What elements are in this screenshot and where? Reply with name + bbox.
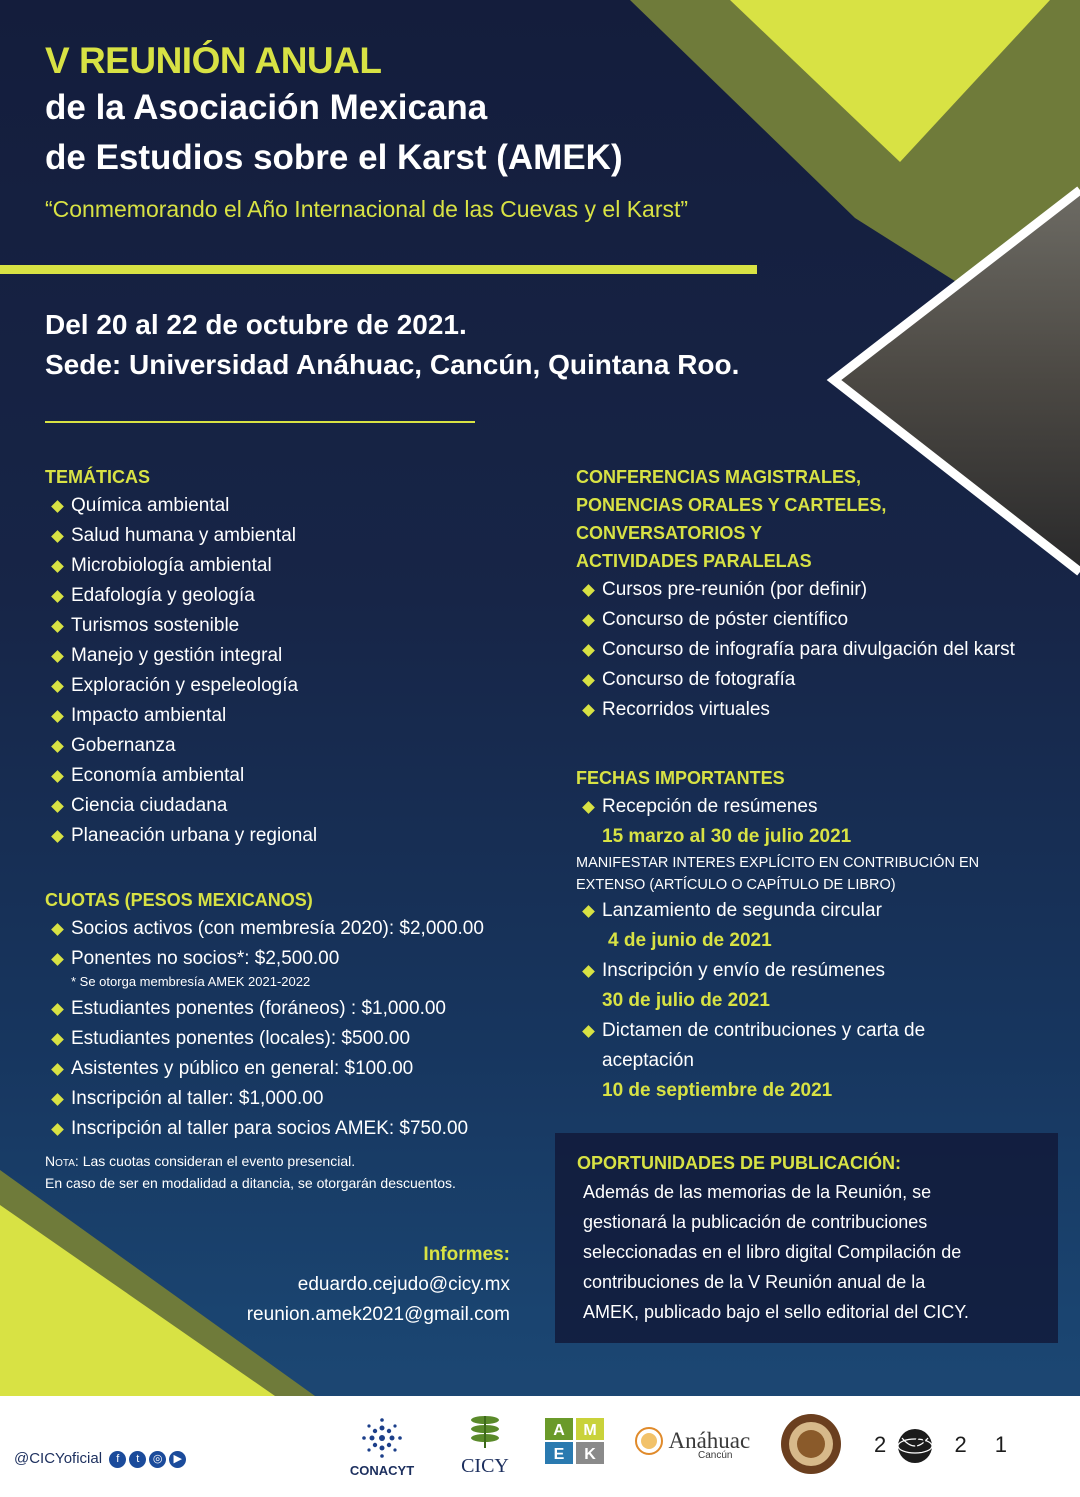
publicacion-box: [555, 1133, 1058, 1343]
diamond-bullet-icon: [51, 590, 64, 603]
informes-heading: Informes:: [423, 1244, 510, 1265]
note-label: Nota:: [45, 1153, 79, 1169]
conferencias-section: [576, 463, 1046, 725]
tematicas-heading: TEMÁTICAS: [45, 467, 150, 487]
youtube-icon[interactable]: ▶: [169, 1451, 186, 1468]
list-item: Concurso de póster científico: [576, 605, 1046, 635]
diamond-bullet-icon: [51, 1033, 64, 1046]
list-item: Economía ambiental: [45, 761, 535, 791]
list-item: Inscripción al taller: $1,000.00: [45, 1084, 535, 1114]
note-line-2: En caso de ser en modalidad a ditancia, se otorgarán descuentos.: [45, 1175, 456, 1191]
diamond-bullet-icon: [51, 830, 64, 843]
cuotas-section: [45, 886, 535, 1194]
diamond-bullet-icon: [582, 584, 595, 597]
amek-letters-icon: [545, 1418, 605, 1468]
informes-section: [247, 1240, 510, 1330]
diamond-bullet-icon: [51, 740, 64, 753]
tematicas-list: [45, 491, 535, 851]
upqroo-logo: [779, 1412, 843, 1481]
title-line-1: V REUNIÓN ANUAL: [45, 40, 382, 81]
diamond-bullet-icon: [51, 1093, 64, 1106]
svg-text:K: K: [584, 1446, 596, 1463]
note-line-1: Las cuotas consideran el evento presencial.: [82, 1153, 356, 1169]
contact-email-2[interactable]: reunion.amek2021@gmail.com: [246, 1304, 510, 1325]
conacyt-emblem-icon: [360, 1418, 404, 1458]
tematicas-section: [45, 463, 535, 851]
list-item: Inscripción al taller para socios AMEK: $750.00: [45, 1114, 535, 1144]
social-bar: [14, 1450, 186, 1468]
contact-email-1[interactable]: eduardo.cejudo@cicy.mx: [297, 1274, 510, 1295]
fechas-list-3: [576, 956, 1046, 986]
iyck-year: [874, 1432, 1035, 1458]
publicacion-heading: OPORTUNIDADES DE PUBLICACIÓN:: [577, 1153, 902, 1173]
diamond-bullet-icon: [582, 905, 595, 918]
iyck-2021-logo: [872, 1420, 1035, 1485]
list-item: Dictamen de contribuciones y carta de aceptación: [576, 1016, 1046, 1076]
publicacion-line-1: Además de las memorias de la Reunión, se: [583, 1182, 932, 1202]
cicy-text: CICY: [461, 1455, 509, 1477]
cicy-logo: [455, 1414, 515, 1478]
publicacion-line-4: contribuciones de la V Reunión anual de la: [583, 1272, 926, 1292]
list-item: Inscripción y envío de resúmenes: [576, 956, 1046, 986]
diamond-bullet-icon: [582, 644, 595, 657]
title-line-2: de la Asociación Mexicana: [45, 88, 488, 127]
anahuac-logo: [634, 1426, 759, 1461]
list-item: Salud humana y ambiental: [45, 521, 535, 551]
diamond-bullet-icon: [51, 770, 64, 783]
fecha-3: 30 de julio de 2021: [602, 990, 770, 1011]
cuotas-list: [45, 914, 535, 974]
publicacion-line-5: AMEK, publicado bajo el sello editorial del CICY.: [583, 1302, 969, 1322]
yellow-rule: [0, 265, 757, 274]
svg-text:A: A: [553, 1422, 565, 1439]
fechas-heading: FECHAS IMPORTANTES: [576, 768, 785, 788]
diamond-bullet-icon: [582, 614, 595, 627]
list-item: Socios activos (con membresía 2020): $2,000.00: [45, 914, 535, 944]
conacyt-logo: [346, 1418, 418, 1478]
list-item: Cursos pre-reunión (por definir): [576, 575, 1046, 605]
list-item: Estudiantes ponentes (foráneos) : $1,000.00: [45, 994, 535, 1024]
list-item: Ciencia ciudadana: [45, 791, 535, 821]
diamond-bullet-icon: [582, 965, 595, 978]
fechas-note: [576, 852, 1046, 896]
fechas-note-line-2: EXTENSO (ARTÍCULO O CAPÍTULO DE LIBRO): [576, 877, 896, 893]
cicy-leaves-icon: [465, 1414, 505, 1450]
anahuac-subtext: Cancún: [698, 1450, 733, 1461]
list-item: Turismos sostenible: [45, 611, 535, 641]
membership-footnote: * Se otorga membresía AMEK 2021-2022: [71, 974, 311, 989]
cuotas-note: [45, 1150, 535, 1194]
anahuac-seal-icon: [634, 1426, 664, 1456]
list-item: Estudiantes ponentes (locales): $500.00: [45, 1024, 535, 1054]
event-dates: Del 20 al 22 de octubre de 2021.: [45, 309, 467, 340]
diamond-bullet-icon: [51, 650, 64, 663]
fechas-section: [576, 764, 1046, 1106]
diamond-bullet-icon: [51, 1003, 64, 1016]
list-item: Impacto ambiental: [45, 701, 535, 731]
publicacion-line-3: seleccionadas en el libro digital Compilación de: [583, 1242, 962, 1262]
fechas-note-line-1: MANIFESTAR INTERES EXPLÍCITO EN CONTRIBUCIÓN EN: [576, 855, 980, 871]
conferencias-heading-4: ACTIVIDADES PARALELAS: [576, 551, 812, 571]
diamond-bullet-icon: [51, 620, 64, 633]
anahuac-text: Anáhuac: [668, 1428, 751, 1453]
conferencias-heading-3: CONVERSATORIOS Y: [576, 523, 763, 543]
svg-text:M: M: [583, 1422, 597, 1439]
list-item: Manejo y gestión integral: [45, 641, 535, 671]
social-handle[interactable]: @CICYoficial: [14, 1450, 103, 1467]
diamond-bullet-icon: [51, 923, 64, 936]
diamond-bullet-icon: [51, 1123, 64, 1136]
list-item: Lanzamiento de segunda circular: [576, 896, 1046, 926]
fechas-list-4: [576, 1016, 1046, 1076]
fechas-list-2: [576, 896, 1046, 926]
conferencias-heading-2: PONENCIAS ORALES Y CARTELES,: [576, 495, 887, 515]
event-venue: Sede: Universidad Anáhuac, Cancún, Quintana Roo.: [45, 349, 740, 380]
diamond-bullet-icon: [51, 800, 64, 813]
diamond-bullet-icon: [51, 710, 64, 723]
list-item: Concurso de fotografía: [576, 665, 1046, 695]
list-item: Gobernanza: [45, 731, 535, 761]
amek-logo: [545, 1418, 605, 1473]
fecha-2: 4 de junio de 2021: [608, 930, 772, 951]
diamond-bullet-icon: [51, 560, 64, 573]
university-seal-icon: [779, 1412, 843, 1476]
publicacion-line-2: gestionará la publicación de contribuciones: [583, 1212, 928, 1232]
diamond-bullet-icon: [51, 680, 64, 693]
diamond-bullet-icon: [582, 704, 595, 717]
iyck-year-text: 2021: [874, 1432, 1035, 1457]
list-item: Edafología y geología: [45, 581, 535, 611]
cuotas-heading: CUOTAS (PESOS MEXICANOS): [45, 890, 313, 910]
diamond-bullet-icon: [582, 801, 595, 814]
conacyt-text: CONACYT: [349, 1463, 415, 1478]
diamond-bullet-icon: [51, 1063, 64, 1076]
subtitle: “Conmemorando el Año Internacional de las Cuevas y el Karst”: [45, 196, 689, 222]
conferencias-list: [576, 575, 1046, 725]
title-line-3: de Estudios sobre el Karst (AMEK): [45, 138, 623, 177]
diamond-bullet-icon: [582, 1025, 595, 1038]
list-item: Ponentes no socios*: $2,500.00: [45, 944, 535, 974]
list-item: Recepción de resúmenes: [576, 792, 1046, 822]
diamond-bullet-icon: [51, 953, 64, 966]
facebook-icon[interactable]: f: [109, 1451, 126, 1468]
conferencias-heading-1: CONFERENCIAS MAGISTRALES,: [576, 467, 862, 487]
fecha-4: 10 de septiembre de 2021: [602, 1080, 833, 1101]
diamond-bullet-icon: [51, 500, 64, 513]
diamond-bullet-icon: [582, 674, 595, 687]
list-item: Química ambiental: [45, 491, 535, 521]
twitter-icon[interactable]: t: [129, 1451, 146, 1468]
cuotas-list-2: [45, 994, 535, 1144]
fechas-list-1: [576, 792, 1046, 822]
fecha-1: 15 marzo al 30 de julio 2021: [602, 826, 852, 847]
list-item: Asistentes y público en general: $100.00: [45, 1054, 535, 1084]
list-item: Exploración y espeleología: [45, 671, 535, 701]
list-item: Microbiología ambiental: [45, 551, 535, 581]
instagram-icon[interactable]: ◎: [149, 1451, 166, 1468]
svg-text:E: E: [553, 1446, 565, 1463]
list-item: Planeación urbana y regional: [45, 821, 535, 851]
list-item: Concurso de infografía para divulgación del karst: [576, 635, 1046, 665]
diamond-bullet-icon: [51, 530, 64, 543]
list-item: Recorridos virtuales: [576, 695, 1046, 725]
thin-rule: [45, 421, 475, 423]
